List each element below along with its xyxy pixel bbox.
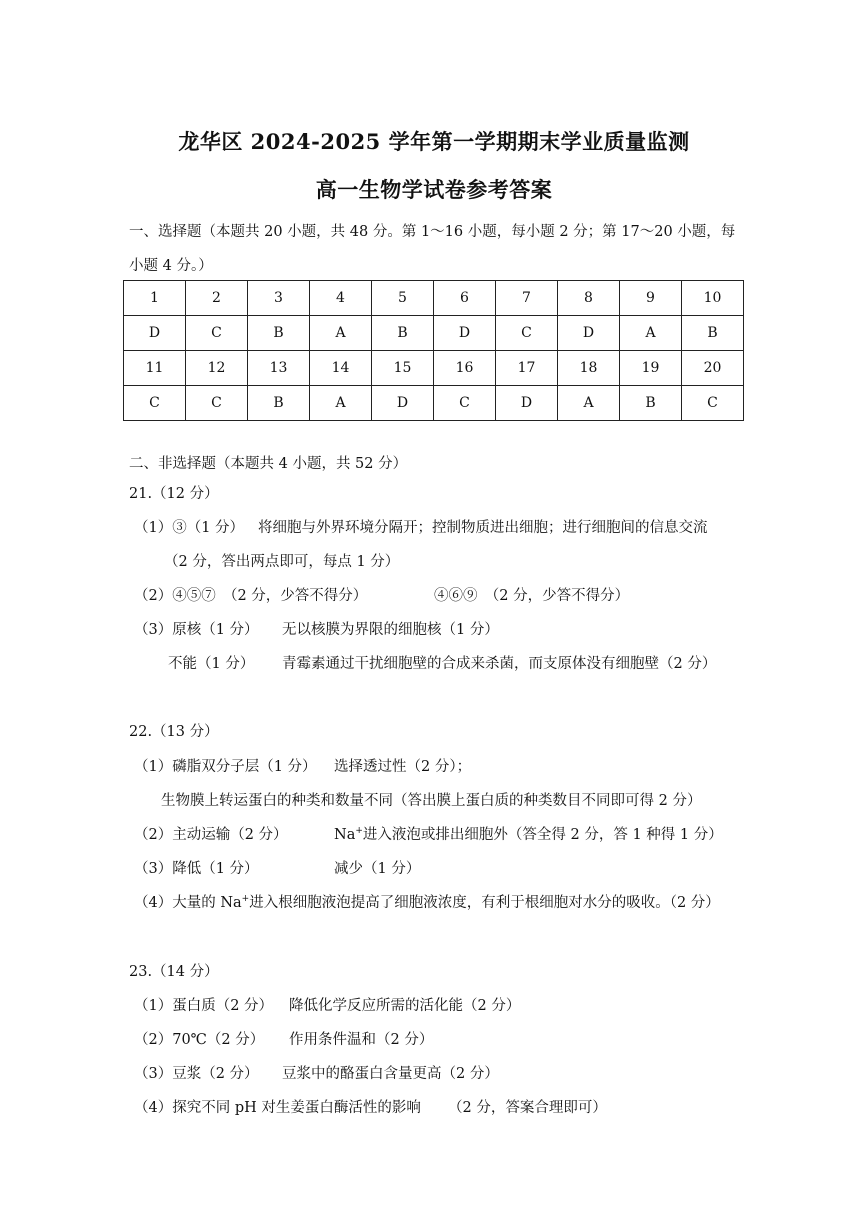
answer-table-row [124, 281, 744, 316]
section1-heading: 一、选择题（本题共 20 小题，共 48 分。第 1～16 小题，每小题 2 分；第 17～20 小题，每 [129, 224, 736, 240]
answer-table-cell: C [186, 386, 248, 421]
q21-4-answer-detail: 青霉素通过干扰细胞壁的合成来杀菌，而支原体没有细胞壁（2 分） [282, 656, 717, 672]
answer-table-row [124, 351, 744, 386]
answer-table-cell: B [682, 316, 744, 351]
answer-table-cell: B [248, 386, 310, 421]
q22-1-answer-b: 选择透过性（2 分）； [334, 759, 472, 775]
q21-3-answer: （3）原核（1 分） [134, 622, 259, 638]
answer-table-cell: D [434, 316, 496, 351]
q23-1-answer-b: 降低化学反应所需的活化能（2 分） [289, 998, 521, 1014]
q22-title: 22.（13 分） [129, 724, 219, 740]
q22-2-answer-b: Na+进入液泡或排出细胞外（答全得 2 分，答 1 种得 1 分） [334, 826, 723, 843]
answer-table-cell: B [248, 316, 310, 351]
answer-table-cell: 14 [310, 351, 372, 386]
q22-2-answer: （2）主动运输（2 分） [134, 827, 288, 843]
answer-table-cell: A [558, 386, 620, 421]
answer-table-cell: A [310, 386, 372, 421]
q21-4-answer: 不能（1 分） [168, 656, 255, 672]
answer-table-cell: 8 [558, 281, 620, 316]
answer-table-row [124, 316, 744, 351]
answer-table-cell: A [310, 316, 372, 351]
answer-table-cell: C [186, 316, 248, 351]
q23-2-answer: （2）70℃（2 分） [134, 1032, 265, 1048]
q23-4-answer: （4）探究不同 pH 对生姜蛋白酶活性的影响 [134, 1100, 421, 1116]
answer-table-cell: 2 [186, 281, 248, 316]
answer-table-cell: D [496, 386, 558, 421]
answer-table-cell: B [620, 386, 682, 421]
q22-4-answer: （4）大量的 Na+进入根细胞液泡提高了细胞液浓度，有利于根细胞对水分的吸收。（2 分） [134, 894, 720, 911]
q21-title: 21.（12 分） [129, 486, 219, 502]
answer-table-cell: D [124, 316, 186, 351]
answer-table-cell: 11 [124, 351, 186, 386]
q23-title: 23.（14 分） [129, 964, 219, 980]
q21-2-answer: （2）④⑤⑦ （2 分，少答不得分） [134, 588, 368, 604]
answer-table-cell: 17 [496, 351, 558, 386]
section2-heading: 二、非选择题（本题共 4 小题，共 52 分） [129, 456, 408, 472]
answer-table-cell: 19 [620, 351, 682, 386]
answer-table-cell: 6 [434, 281, 496, 316]
answer-table-cell: A [620, 316, 682, 351]
q23-1-answer: （1）蛋白质（2 分） [134, 998, 274, 1014]
document-subtitle: 高一生物学试卷参考答案 [315, 177, 553, 202]
answer-table-cell: 15 [372, 351, 434, 386]
q21-1-answer-detail: 将细胞与外界环境分隔开；控制物质进出细胞；进行细胞间的信息交流 [258, 520, 708, 536]
section1-heading-cont: 小题 4 分。） [129, 258, 213, 274]
answer-table-row [124, 386, 744, 421]
q23-4-answer-b: （2 分，答案合理即可） [448, 1100, 607, 1116]
answer-table-cell: C [496, 316, 558, 351]
document-title: 龙华区 2024-2025 学年第一学期期末学业质量监测 [178, 129, 690, 154]
answer-table [123, 280, 744, 421]
answer-table-cell: 4 [310, 281, 372, 316]
q22-1-answer: （1）磷脂双分子层（1 分） [134, 759, 317, 775]
q22-3-answer-b: 减少（1 分） [334, 861, 421, 877]
answer-table-cell: 18 [558, 351, 620, 386]
answer-table-cell: D [372, 386, 434, 421]
answer-table-cell: B [372, 316, 434, 351]
q22-1-answer-c: 生物膜上转运蛋白的种类和数量不同（答出膜上蛋白质的种类数目不同即可得 2 分） [161, 793, 702, 809]
answer-table-cell: 16 [434, 351, 496, 386]
q23-3-answer-b: 豆浆中的酪蛋白含量更高（2 分） [282, 1066, 499, 1082]
q21-1-answer: （1）③（1 分） [134, 520, 245, 536]
q23-3-answer: （3）豆浆（2 分） [134, 1066, 259, 1082]
answer-table-cell: C [434, 386, 496, 421]
answer-table-cell: 13 [248, 351, 310, 386]
answer-table-cell: 10 [682, 281, 744, 316]
q23-2-answer-b: 作用条件温和（2 分） [289, 1032, 434, 1048]
answer-table-cell: 7 [496, 281, 558, 316]
answer-table-cell: 3 [248, 281, 310, 316]
answer-table-cell: C [124, 386, 186, 421]
answer-table-cell: 20 [682, 351, 744, 386]
answer-table-cell: 12 [186, 351, 248, 386]
q21-3-answer-detail: 无以核膜为界限的细胞核（1 分） [282, 622, 499, 638]
answer-table-cell: 9 [620, 281, 682, 316]
q21-1-scoring: （2 分，答出两点即可，每点 1 分） [164, 554, 400, 570]
q22-3-answer: （3）降低（1 分） [134, 861, 259, 877]
answer-table-cell: C [682, 386, 744, 421]
answer-table-cell: 5 [372, 281, 434, 316]
answer-table-cell: D [558, 316, 620, 351]
answer-table-cell: 1 [124, 281, 186, 316]
q21-2-answer-b: ④⑥⑨ （2 分，少答不得分） [434, 588, 630, 604]
